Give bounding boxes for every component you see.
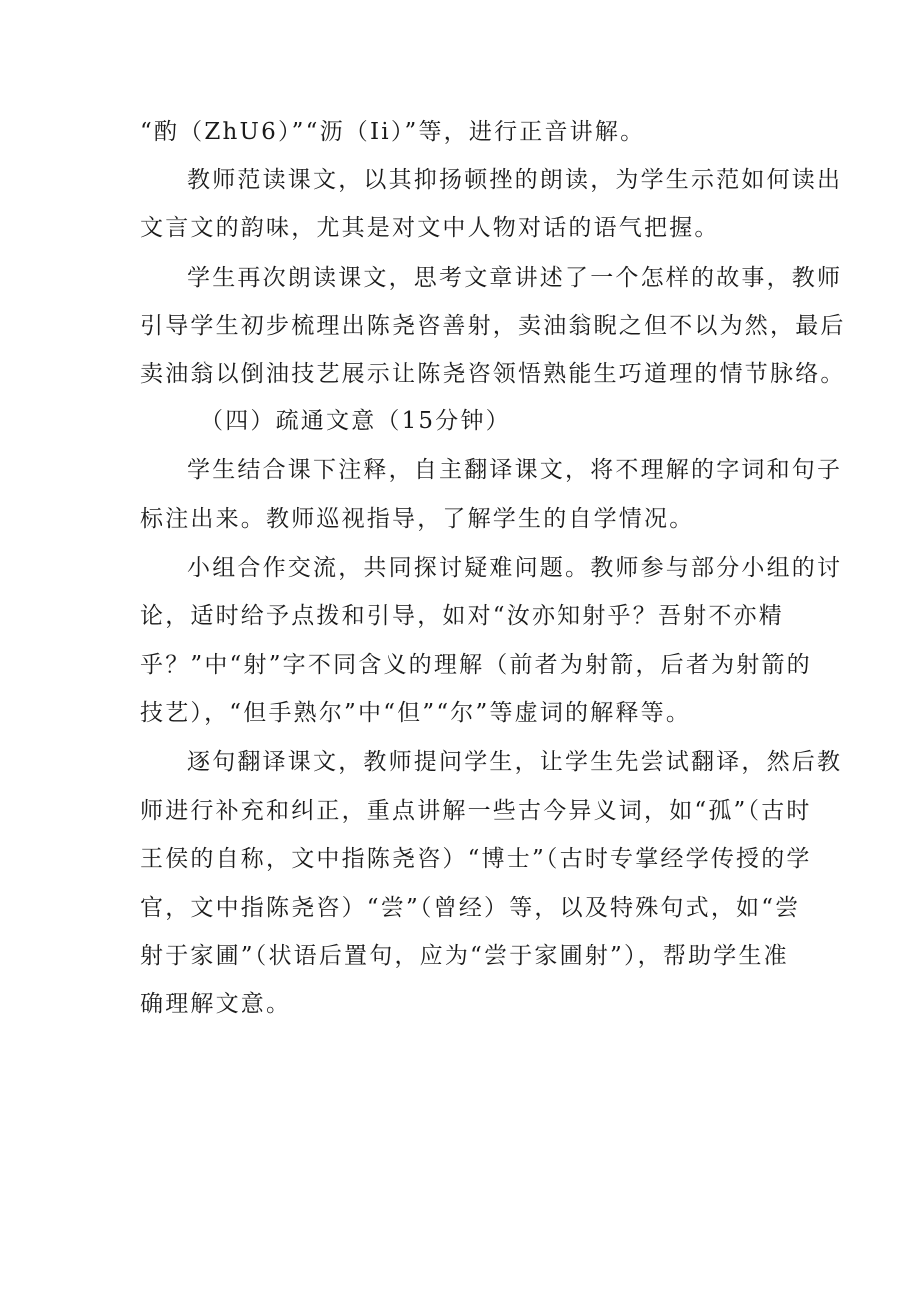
paragraph-line-9: 标注出来。教师巡视指导，了解学生的自学情况。 <box>140 506 695 532</box>
paragraph-line-3: 文言文的韵味，尤其是对文中人物对话的语气把握。 <box>140 215 720 241</box>
paragraph-line-13: 技艺），“但手熟尔”中“但”“尔”等虚词的解释等。 <box>140 700 692 726</box>
paragraph-line-12: 乎？”中“射”字不同含义的理解（前者为射箭，后者为射箭的 <box>140 652 812 678</box>
section-heading: （四）疏通文意（15分钟） <box>200 408 511 434</box>
paragraph-line-14: 逐句翻译课文，教师提问学生，让学生先尝试翻译，然后教 <box>187 749 843 775</box>
paragraph-line-2: 教师范读课文，以其抑扬顿挫的朗读，为学生示范如何读出 <box>187 167 843 193</box>
paragraph-line-4: 学生再次朗读课文，思考文章讲述了一个怎样的故事，教师 <box>187 265 843 291</box>
paragraph-line-8: 学生结合课下注释，自主翻译课文，将不理解的字词和句子 <box>187 457 843 483</box>
paragraph-line-17: 官，文中指陈尧咨）“尝”（曾经）等，以及特殊句式，如“尝 <box>140 895 801 921</box>
paragraph-line-16: 王侯的自称，文中指陈尧咨）“博士”（古时专掌经学传授的学 <box>140 846 812 872</box>
paragraph-line-1: “酌（ZhU6）”“沥（Ii）”等，进行正音讲解。 <box>140 119 646 145</box>
paragraph-line-6: 卖油翁以倒油技艺展示让陈尧咨领悟熟能生巧道理的情节脉络。 <box>140 361 846 387</box>
paragraph-line-5: 引导学生初步梳理出陈尧咨善射，卖油翁睨之但不以为然，最后 <box>140 313 846 339</box>
paragraph-line-10: 小组合作交流，共同探讨疑难问题。教师参与部分小组的讨 <box>187 555 843 581</box>
paragraph-line-15: 师进行补充和纠正，重点讲解一些古今异义词，如“孤”（古时 <box>140 798 812 824</box>
paragraph-line-19: 确理解文意。 <box>140 991 292 1017</box>
paragraph-line-18: 射于家圃”（状语后置句，应为“尝于家圃射”），帮助学生准 <box>140 943 789 969</box>
paragraph-line-11: 论，适时给予点拨和引导，如对“汝亦知射乎？吾射不亦精 <box>140 603 784 629</box>
